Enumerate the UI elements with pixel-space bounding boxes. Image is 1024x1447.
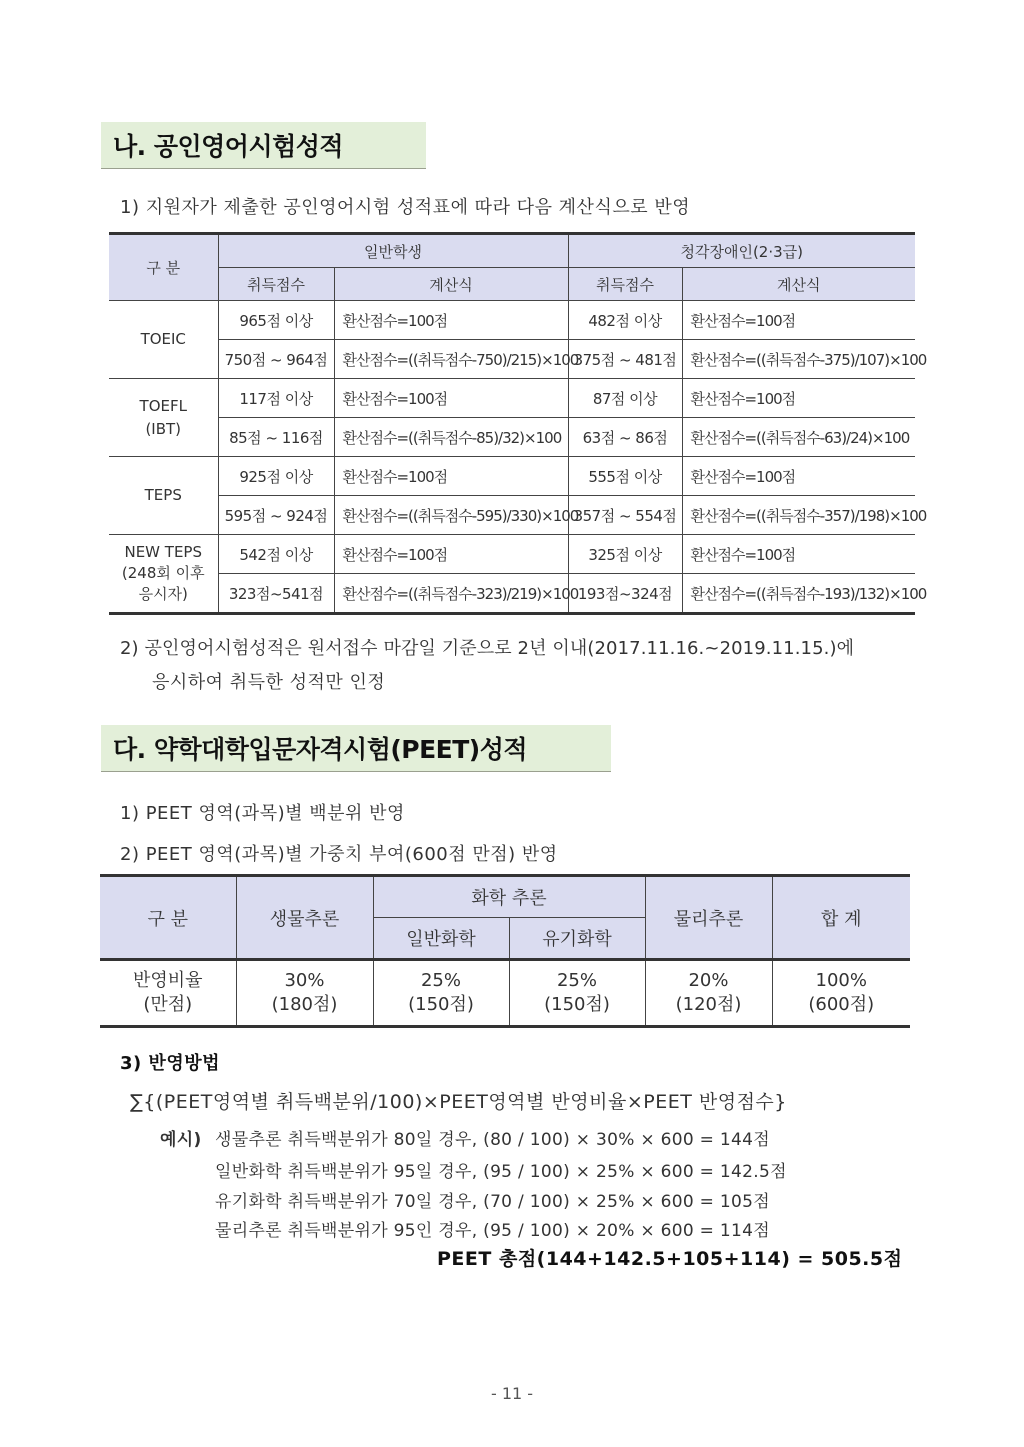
score-cell: 85점 ~ 116점 bbox=[218, 418, 334, 457]
english-test-item-2-line-2: 응시하여 취득한 성적만 인정 bbox=[152, 672, 386, 693]
section-heading-english-test: 나. 공인영어시험성적 bbox=[101, 122, 426, 169]
peet-header-gubun: 구 분 bbox=[100, 876, 236, 960]
ratio-points: (600점) bbox=[808, 994, 875, 1015]
peet-item-3: 3) 반영방법 bbox=[120, 1053, 221, 1074]
score-cell: 555점 이상 bbox=[568, 457, 682, 496]
table-row bbox=[109, 457, 915, 496]
table-row bbox=[109, 418, 915, 457]
formula-cell: 환산점수=((취득점수-323)/219)×100 bbox=[334, 574, 568, 614]
score-cell: 87점 이상 bbox=[568, 379, 682, 418]
peet-formula: ∑{(PEET영역별 취득백분위/100)×PEET영역별 반영비율×PEET 반영점수} bbox=[130, 1091, 787, 1113]
peet-row-label-line: 반영비율 bbox=[132, 969, 203, 991]
score-cell: 325점 이상 bbox=[568, 535, 682, 574]
header-formula-hearing: 계산식 bbox=[682, 268, 915, 301]
formula-cell: 환산점수=((취득점수-357)/198)×100 bbox=[682, 496, 915, 535]
peet-ratio-cell bbox=[772, 960, 910, 1027]
peet-row-label bbox=[100, 960, 236, 1027]
formula-cell: 환산점수=100점 bbox=[682, 535, 915, 574]
section-heading-peet: 다. 약학대학입문자격시험(PEET)성적 bbox=[101, 725, 611, 772]
ratio-points: (150점) bbox=[408, 994, 474, 1015]
header-formula-general: 계산식 bbox=[334, 268, 568, 301]
ratio-points: (180점) bbox=[271, 994, 338, 1015]
formula-cell: 환산점수=((취득점수-595)/330)×100 bbox=[334, 496, 568, 535]
formula-cell: 환산점수=((취득점수-193)/132)×100 bbox=[682, 574, 915, 614]
table-row bbox=[109, 379, 915, 418]
header-gubun: 구 분 bbox=[109, 234, 218, 301]
formula-cell: 환산점수=((취득점수-85)/32)×100 bbox=[334, 418, 568, 457]
score-cell: 925점 이상 bbox=[218, 457, 334, 496]
example-label: 예시) bbox=[160, 1130, 202, 1150]
exam-name-teps: TEPS bbox=[109, 457, 218, 535]
peet-ratio-cell bbox=[509, 960, 645, 1027]
ratio-percent: 100% bbox=[815, 969, 867, 991]
peet-header-organic-chemistry: 유기화학 bbox=[509, 918, 645, 960]
exam-name-new-teps bbox=[109, 535, 218, 614]
score-cell: 595점 ~ 924점 bbox=[218, 496, 334, 535]
score-cell: 965점 이상 bbox=[218, 301, 334, 340]
table-row bbox=[109, 340, 915, 379]
formula-cell: 환산점수=((취득점수-375)/107)×100 bbox=[682, 340, 915, 379]
score-cell: 193점~324점 bbox=[568, 574, 682, 614]
peet-header-general-chemistry: 일반화학 bbox=[373, 918, 509, 960]
header-score-hearing: 취득점수 bbox=[568, 268, 682, 301]
peet-weight-table bbox=[100, 874, 910, 1028]
score-cell: 323점~541점 bbox=[218, 574, 334, 614]
table-row bbox=[109, 301, 915, 340]
peet-ratio-cell bbox=[645, 960, 772, 1027]
score-cell: 542점 이상 bbox=[218, 535, 334, 574]
exam-name-line: (248회 이후 bbox=[121, 564, 205, 582]
english-test-item-2-line-1: 2) 공인영어시험성적은 원서접수 마감일 기준으로 2년 이내(2017.11.16.~2019.11.15.)에 bbox=[120, 638, 855, 659]
exam-name-toeic: TOEIC bbox=[109, 301, 218, 379]
peet-item-1: 1) PEET 영역(과목)별 백분위 반영 bbox=[120, 803, 405, 824]
score-cell: 357점 ~ 554점 bbox=[568, 496, 682, 535]
peet-header-chemistry: 화학 추론 bbox=[373, 876, 645, 918]
ratio-points: (150점) bbox=[544, 994, 610, 1015]
peet-total: PEET 총점(144+142.5+105+114) = 505.5점 bbox=[437, 1248, 903, 1270]
table-row bbox=[109, 496, 915, 535]
header-general-students: 일반학생 bbox=[218, 234, 568, 268]
peet-item-2: 2) PEET 영역(과목)별 가중치 부여(600점 만점) 반영 bbox=[120, 844, 558, 865]
ratio-percent: 30% bbox=[284, 969, 325, 991]
ratio-percent: 25% bbox=[420, 969, 461, 991]
formula-cell: 환산점수=100점 bbox=[334, 535, 568, 574]
formula-cell: 환산점수=((취득점수-750)/215)×100 bbox=[334, 340, 568, 379]
page-number: - 11 - bbox=[490, 1384, 534, 1403]
peet-row-label-line: (만점) bbox=[143, 994, 193, 1015]
exam-name-line: (IBT) bbox=[145, 419, 182, 438]
table-row bbox=[109, 574, 915, 614]
header-hearing-impaired: 청각장애인(2·3급) bbox=[568, 234, 915, 268]
ratio-percent: 20% bbox=[688, 969, 729, 991]
peet-header-biology: 생물추론 bbox=[236, 876, 373, 960]
exam-name-line: NEW TEPS bbox=[124, 543, 202, 561]
exam-name-toefl bbox=[109, 379, 218, 457]
peet-header-physics: 물리추론 bbox=[645, 876, 772, 960]
formula-cell: 환산점수=100점 bbox=[334, 301, 568, 340]
table-row bbox=[100, 960, 910, 1027]
formula-cell: 환산점수=100점 bbox=[682, 379, 915, 418]
score-cell: 375점 ~ 481점 bbox=[568, 340, 682, 379]
table-row bbox=[109, 535, 915, 574]
formula-cell: 환산점수=((취득점수-63)/24)×100 bbox=[682, 418, 915, 457]
ratio-percent: 25% bbox=[556, 969, 597, 991]
example-line: 유기화학 취득백분위가 70일 경우, (70 / 100) × 25% × 600 = 105점 bbox=[215, 1192, 770, 1212]
exam-name-line: 응시자) bbox=[138, 585, 188, 603]
header-score-general: 취득점수 bbox=[218, 268, 334, 301]
score-cell: 482점 이상 bbox=[568, 301, 682, 340]
peet-ratio-cell bbox=[236, 960, 373, 1027]
english-test-item-1: 1) 지원자가 제출한 공인영어시험 성적표에 따라 다음 계산식으로 반영 bbox=[120, 197, 691, 218]
score-cell: 63점 ~ 86점 bbox=[568, 418, 682, 457]
peet-ratio-cell bbox=[373, 960, 509, 1027]
exam-name-line: TOEFL bbox=[139, 397, 187, 415]
example-line: 일반화학 취득백분위가 95일 경우, (95 / 100) × 25% × 600 = 142.5점 bbox=[215, 1162, 787, 1182]
peet-header-total: 합 계 bbox=[772, 876, 910, 960]
english-test-table bbox=[109, 232, 927, 615]
formula-cell: 환산점수=100점 bbox=[682, 457, 915, 496]
ratio-points: (120점) bbox=[675, 994, 742, 1015]
formula-cell: 환산점수=100점 bbox=[682, 301, 915, 340]
score-cell: 117점 이상 bbox=[218, 379, 334, 418]
score-cell: 750점 ~ 964점 bbox=[218, 340, 334, 379]
formula-cell: 환산점수=100점 bbox=[334, 457, 568, 496]
example-line: 생물추론 취득백분위가 80일 경우, (80 / 100) × 30% × 600 = 144점 bbox=[215, 1130, 770, 1150]
example-line: 물리추론 취득백분위가 95인 경우, (95 / 100) × 20% × 600 = 114점 bbox=[215, 1221, 770, 1241]
formula-cell: 환산점수=100점 bbox=[334, 379, 568, 418]
